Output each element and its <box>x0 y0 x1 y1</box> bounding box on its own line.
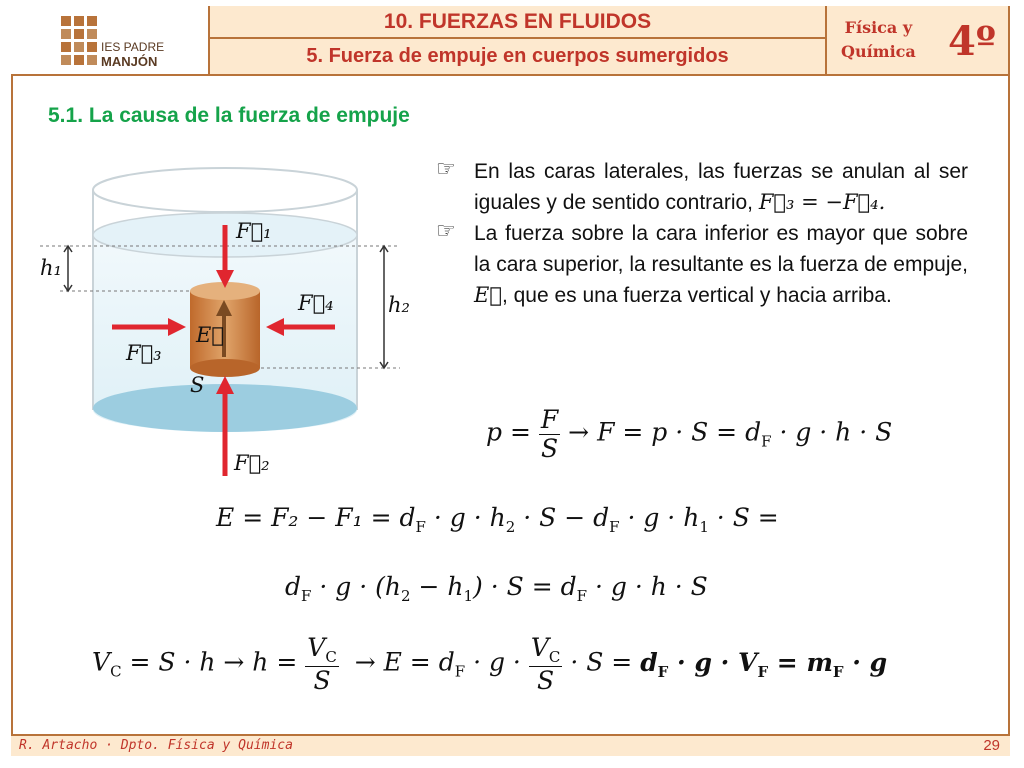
equation-buoyancy-2: $d_F \cdot g \cdot (h_2 - h_1) \cdot S = d_F \cdot g \cdot h \cdot S$ <box>285 572 708 605</box>
label-f4: F⃗₄ <box>298 291 334 315</box>
title-block <box>210 6 827 74</box>
footer-author: R. Artacho · Dpto. Física y Química <box>19 738 293 753</box>
header <box>11 6 1010 74</box>
equation-pressure: p = $\frac{F}{S}$ → $F = p \cdot S = d_F \cdot g \cdot h \cdot S$ <box>486 405 893 463</box>
container-top <box>93 168 357 212</box>
label-e: E⃗ <box>196 323 224 347</box>
section-title: 5. Fuerza de empuje en cuerpos sumergidos <box>210 39 825 74</box>
label-f3: F⃗₃ <box>126 341 162 365</box>
label-f2: F⃗₂ <box>234 451 270 475</box>
svg-text:IES PADRE: IES PADRE <box>101 40 165 54</box>
label-h2: h₂ <box>388 293 410 317</box>
header-divider <box>11 74 1010 76</box>
unit-title: 10. FUERZAS EN FLUIDOS <box>210 6 825 39</box>
school-logo <box>11 6 210 74</box>
equation-buoyancy-1: $E = F_2 - F_1 = d_F \cdot g \cdot h_2 \cdot S - d_F \cdot g \cdot h_1 \cdot S$ = <box>216 503 779 536</box>
logo-icon <box>11 6 210 74</box>
label-h1: h₁ <box>40 256 62 280</box>
footer <box>11 734 1010 756</box>
subject-block <box>827 6 1010 74</box>
subject-name: Física y Química <box>841 18 916 61</box>
page-number: 29 <box>983 737 1000 754</box>
svg-text:MANJÓN: MANJÓN <box>101 54 158 69</box>
bullet-lateral-forces: ☞ En las caras laterales, las fuerzas se anulan al ser iguales y de sentido contrario, F⃗₃ = −F⃗₄. <box>436 156 968 218</box>
buoyancy-diagram <box>30 160 430 480</box>
course-label: 4º <box>948 18 996 65</box>
label-s: S <box>190 373 205 397</box>
label-f1: F⃗₁ <box>236 219 272 243</box>
subsection-title: 5.1. La causa de la fuerza de empuje <box>48 104 410 127</box>
bullet-buoyant-force: ☞ La fuerza sobre la cara inferior es mayor que sobre la cara superior, la resultante es la fuerza de empuje, E⃗, que es una fuerza vertical y hacia arriba. <box>436 218 968 311</box>
pointing-hand-icon: ☞ <box>436 157 456 182</box>
pointing-hand-icon: ☞ <box>436 219 456 244</box>
equation-buoyancy-final: $V_C = S \cdot h \to h$ = $\frac{V_C}{S}$ → $E = d_F \cdot g$ · $\frac{V_C}{S}$ · $S = d_F \cdot g \cdot V_F = m_F \cdot g$ <box>92 633 888 695</box>
explanation-bullets <box>436 156 968 311</box>
